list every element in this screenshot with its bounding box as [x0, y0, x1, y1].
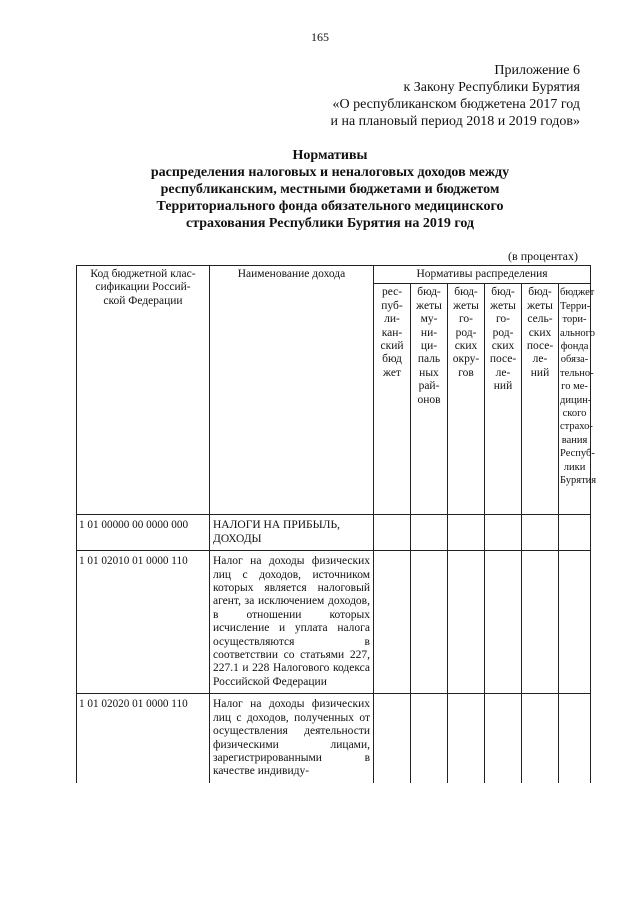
row-name: НАЛОГИ НА ПРИБЫЛЬ, ДОХОДЫ [210, 515, 374, 551]
header-name: Наименование дохода [210, 266, 374, 515]
row-name: Налог на доходы физических лиц с доходов, источником которых является налоговый агент, за исключением доходов, в отношении которых исчисление и уплата налога осуществляются в соответствии со статьями 227, 227.1 и 228 Налогового кодекса Российской Федерации [210, 551, 374, 694]
header-municipal-districts: бюд- жеты му- ни- ци- паль ных рай- онов [411, 284, 448, 515]
header-territorial-fund: бюджет Терри- тори- ального фонда обяза- тельно- го ме- дицин- ского страхо- вания Респуб- лики Бурятия [559, 284, 591, 515]
table-row [77, 694, 591, 783]
header-city-districts: бюд- жеты го- род- ских окру- гов [448, 284, 485, 515]
row-value-cell [485, 694, 522, 783]
appendix-line: и на плановый период 2018 и 2019 годов» [330, 114, 580, 129]
row-value-cell [411, 551, 448, 694]
revenue-norms-table [76, 265, 597, 783]
row-value-cell [411, 694, 448, 783]
row-value-cell [559, 551, 591, 694]
header-republican-budget: рес- пуб- ли- кан- ский бюд жет [374, 284, 411, 515]
appendix-reference [240, 62, 580, 130]
title-line: страхования Республики Бурятия на 2019 год [185, 216, 475, 231]
row-value-cell [374, 515, 411, 551]
appendix-line: Приложение 6 [494, 63, 580, 78]
row-value-cell [448, 551, 485, 694]
row-code: 1 01 02010 01 0000 110 [77, 551, 210, 694]
row-value-cell [522, 515, 559, 551]
appendix-line: к Закону Республики Бурятия [403, 80, 580, 95]
header-code: Код бюджетной клас- сификации Россий- ской Федерации [77, 266, 210, 515]
header-rural-settlements: бюд- жеты сель- ских посе- ле- ний [522, 284, 559, 515]
table-header-row [77, 266, 591, 284]
document-title [90, 147, 570, 232]
title-line: Нормативы [292, 148, 368, 163]
title-line: Территориального фонда обязательного медицинского [156, 199, 504, 214]
row-value-cell [448, 515, 485, 551]
row-value-cell [374, 551, 411, 694]
row-name: Налог на доходы физических лиц с доходов, полученных от осуществления деятельности физическими лицами, зарегистрированными в качестве индивиду- [210, 694, 374, 783]
row-value-cell [448, 694, 485, 783]
appendix-line: «О республиканском бюджетена 2017 год [332, 97, 580, 112]
row-value-cell [374, 694, 411, 783]
title-line: республиканским, местными бюджетами и бюджетом [160, 182, 500, 197]
header-urban-settlements: бюд- жеты го- род- ских посе- ле- ний [485, 284, 522, 515]
unit-note: (в процентах) [508, 249, 578, 263]
table-row [77, 551, 591, 694]
title-line: распределения налоговых и неналоговых доходов между [150, 165, 510, 180]
row-value-cell [485, 551, 522, 694]
row-code: 1 01 00000 00 0000 000 [77, 515, 210, 551]
row-code: 1 01 02020 01 0000 110 [77, 694, 210, 783]
row-value-cell [559, 515, 591, 551]
row-value-cell [485, 515, 522, 551]
header-norms-group: Нормативы распределения [374, 266, 591, 284]
row-value-cell [522, 551, 559, 694]
table-row [77, 515, 591, 551]
page-number: 165 [311, 30, 329, 44]
row-value-cell [559, 694, 591, 783]
row-value-cell [411, 515, 448, 551]
row-value-cell [522, 694, 559, 783]
